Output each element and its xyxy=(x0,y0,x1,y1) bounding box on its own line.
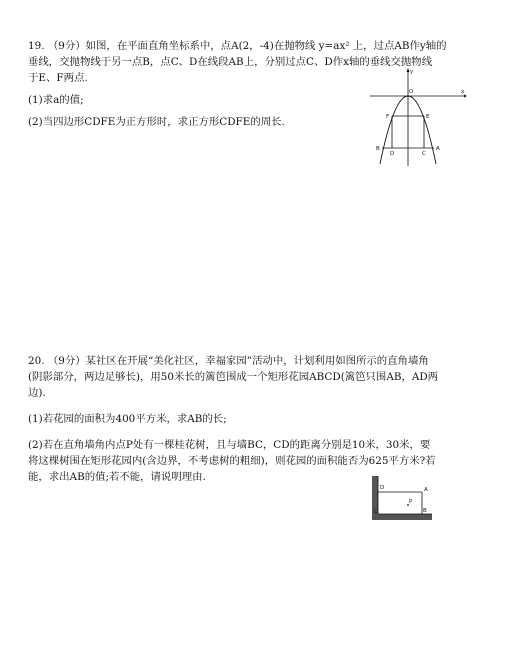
x-axis-arrow-icon xyxy=(464,95,467,98)
q20-garden-figure xyxy=(368,472,436,524)
q20-part-2-line-3: 能，求出AB的值;若不能，请说明理由. xyxy=(28,471,206,483)
label-C: C xyxy=(422,151,426,157)
label-E: E xyxy=(426,114,430,120)
q19-parabola-figure xyxy=(368,64,468,169)
q19-part-2: (2)当四边形CDFE为正方形时，求正方形CDFE的周长. xyxy=(28,116,285,128)
label-A: A xyxy=(436,146,440,152)
label-P: P xyxy=(409,499,413,505)
label-D: D xyxy=(390,151,395,157)
q20-stem-line-1: 20. （9分）某社区在开展“美化社区，幸福家园”活动中，计划利用如图所示的直角墙角 xyxy=(28,355,429,367)
wall-BC-shaded xyxy=(372,514,432,520)
q20-part-2-line-2: 将这棵树围在矩形花园内(含边界，不考虑树的粗细)，则花园的面积能否为625平方米?若 xyxy=(28,455,436,467)
label-A: A xyxy=(424,487,428,493)
q19-stem-line-1: 19. （9分）如图，在平面直角坐标系中，点A(2，-4)在抛物线 y=ax² 上，过点AB作y轴的 xyxy=(28,40,447,52)
q19-stem-line-3: 于E、F两点. xyxy=(28,72,88,84)
label-B: B xyxy=(423,508,427,514)
q19-part-1: (1)求a的值; xyxy=(28,94,84,106)
label-O: O xyxy=(409,89,414,95)
label-C: C xyxy=(374,509,378,515)
label-D: D xyxy=(380,485,385,491)
q20-stem-line-3: 边). xyxy=(28,387,46,399)
label-y: y xyxy=(410,69,414,75)
label-F: F xyxy=(386,114,390,120)
q20-stem-line-2: (阴影部分，两边足够长)，用50米长的篱笆围成一个矩形花园ABCD(篱笆只围AB，AD两 xyxy=(28,371,439,383)
q19-stem-line-2: 垂线，交抛物线于另一点B，点C、D在线段AB上，分别过点C、D作x轴的垂线交抛物线 xyxy=(28,56,433,68)
q20-part-2-line-1: (2)若在直角墙角内点P处有一棵桂花树，且与墙BC，CD的距离分别是10米，30米，要 xyxy=(28,439,431,451)
question-20 xyxy=(28,353,481,485)
label-B: B xyxy=(376,146,380,152)
label-x: x xyxy=(461,89,465,95)
q20-part-1: (1)若花园的面积为400平方米，求AB的长; xyxy=(28,413,227,425)
